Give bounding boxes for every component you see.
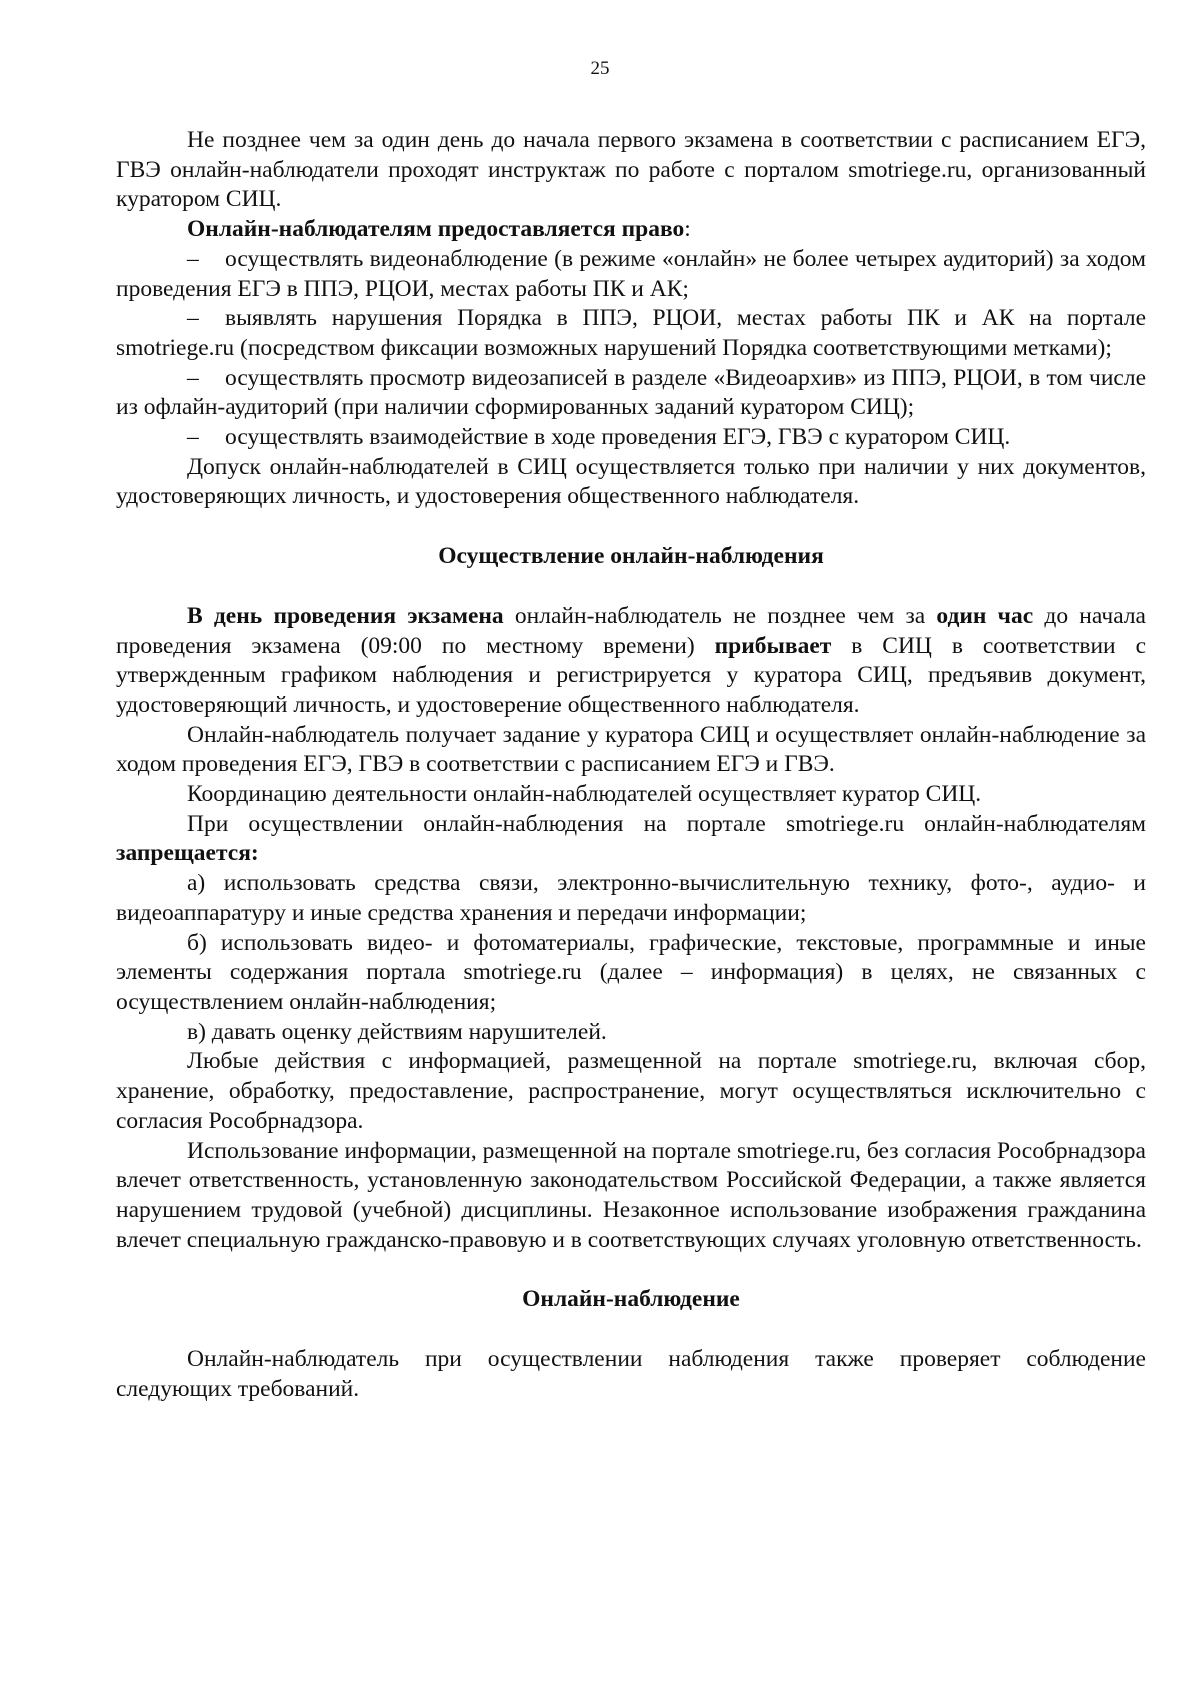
exam-day-bold-arrives: прибывает [714, 632, 832, 659]
page-content [116, 126, 1146, 1404]
section-heading-online-observation: Онлайн-наблюдение [522, 1286, 740, 1313]
rights-intro-tail: : [684, 216, 691, 243]
exam-day-bold: В день проведения экзамена [187, 602, 504, 629]
paragraph-requirements: Онлайн-наблюдатель при осуществлении наблюдения также проверяет соблюдение следующих требований. [116, 1346, 1146, 1402]
rights-item-text: выявлять нарушения Порядка в ППЭ, РЦОИ, местах работы ПК и АК на портале smotriege.ru (посредством фиксации возможных нарушений Порядка соответствующими метками); [116, 305, 1146, 361]
paragraph-task: Онлайн-наблюдатель получает задание у куратора СИЦ и осуществляет онлайн-наблюдение за ходом проведения ЕГЭ, ГВЭ в соответствии с расписанием ЕГЭ и ГВЭ. [116, 721, 1146, 778]
exam-day-text-1: онлайн-наблюдатель не позднее чем за [503, 602, 937, 629]
rights-intro-bold: Онлайн-наблюдателям предоставляется право [187, 216, 685, 243]
paragraph-prohibited-intro [116, 810, 1146, 869]
paragraph-briefing: Не позднее чем за один день до начала первого экзамена в соответствии с расписанием ЕГЭ, ГВЭ онлайн-наблюдатели проходят инструктаж по работе с порталом smotriege.ru, организованный куратором СИЦ. [116, 127, 1146, 213]
rights-item-4 [116, 423, 1146, 453]
prohibited-item-a: а) использовать средства связи, электронно-вычислительную технику, фото-, аудио- и видеоаппаратуру и иные средства хранения и передачи информации; [116, 870, 1146, 926]
dash-mark: – [187, 364, 199, 391]
dash-mark: – [187, 305, 199, 332]
prohibited-intro-text: При осуществлении онлайн-наблюдения на портале smotriege.ru онлайн-наблюдателям [187, 810, 1146, 837]
rights-item-1 [116, 245, 1146, 304]
prohibited-intro-bold: запрещается: [116, 840, 259, 867]
paragraph-exam-day [116, 602, 1146, 721]
paragraph-admission: Допуск онлайн-наблюдателей в СИЦ осуществляется только при наличии у них документов, удостоверяющих личность, и удостоверения общественного наблюдателя. [116, 453, 1146, 510]
exam-day-text-3: в СИЦ в соответствии с утвержденным графиком наблюдения и регистрируется у куратора СИЦ, предъявив документ, удостоверяющий личность, и удостоверение общественного наблюдателя. [116, 632, 1146, 718]
prohibited-item-b: б) использовать видео- и фотоматериалы, графические, текстовые, программные и иные элементы содержания портала smotriege.ru (далее – информация) в целях, не связанных с осуществлением онлайн-наблюдения; [116, 929, 1146, 1015]
page-number: 25 [590, 58, 610, 79]
paragraph-information-actions: Любые действия с информацией, размещенной на портале smotriege.ru, включая сбор, хранение, обработку, предоставление, распространение, могут осуществляться исключительно с согласия Рособрнадзора. [116, 1048, 1146, 1134]
rights-item-text: осуществлять видеонаблюдение (в режиме «онлайн» не более четырех аудиторий) за ходом проведения ЕГЭ в ППЭ, РЦОИ, местах работы ПК и АК; [116, 245, 1146, 302]
paragraph-rights-intro [116, 215, 1146, 245]
prohibited-item-c: в) давать оценку действиям нарушителей. [187, 1018, 607, 1045]
paragraph-coordination: Координацию деятельности онлайн-наблюдателей осуществляет куратор СИЦ. [187, 781, 982, 808]
rights-item-3 [116, 364, 1146, 423]
exam-day-bold-hour: один час [936, 602, 1034, 629]
rights-item-2 [116, 304, 1146, 363]
dash-mark: – [187, 245, 199, 272]
section-heading-online-observation-process: Осуществление онлайн-наблюдения [438, 543, 824, 570]
dash-mark: – [187, 424, 199, 451]
paragraph-responsibility: Использование информации, размещенной на портале smotriege.ru, без согласия Рособрнадзора влечет ответственность, установленную законодательством Российской Федерации, а также является нарушением трудовой (учебной) дисциплины. Незаконное использование изображения гражданина влечет специальную гражданско-правовую и в соответствующих случаях уголовную ответственность. [116, 1137, 1146, 1253]
rights-item-text: осуществлять взаимодействие в ходе проведения ЕГЭ, ГВЭ с куратором СИЦ. [225, 424, 1011, 451]
exam-day-text-2: до начала проведения экзамена (09:00 по местному времени) [116, 602, 1146, 659]
rights-item-text: осуществлять просмотр видеозаписей в разделе «Видеоархив» из ППЭ, РЦОИ, в том числе из офлайн-аудиторий (при наличии сформированных заданий куратором СИЦ); [116, 364, 1146, 421]
